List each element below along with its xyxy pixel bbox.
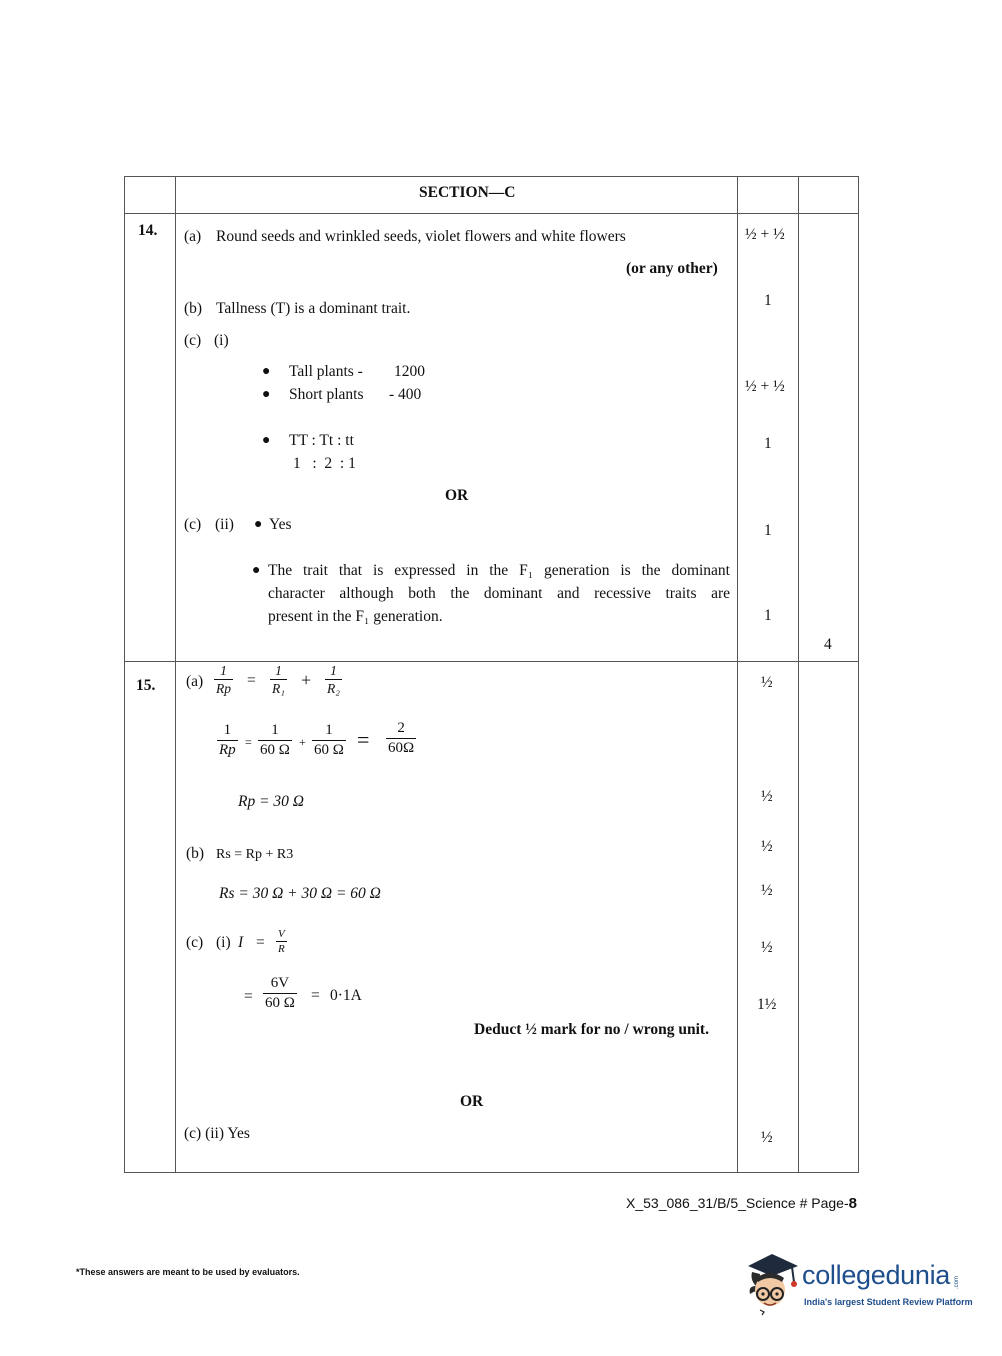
plus-sign-2: + <box>299 735 306 749</box>
ratio-label: TT : Tt : tt <box>289 432 354 449</box>
q15-b-marks-2: ½ <box>761 882 773 899</box>
q15-a-label: (a) <box>186 673 204 690</box>
q15-or: OR <box>460 1093 484 1110</box>
q15-number: 15. <box>136 677 156 694</box>
q14-a-label: (a) <box>184 228 202 245</box>
q15-c-sub: (i) <box>216 934 231 951</box>
frac-num: 1 <box>223 722 232 738</box>
frac-g2 <box>258 722 292 759</box>
trait-line-1: The trait that is expressed in the F₁ generation is the dominant <box>268 562 730 579</box>
frac-num: V <box>278 928 285 940</box>
brand-name <box>802 1260 950 1290</box>
q14-a-text: Round seeds and wrinkled seeds, violet flowers and white flowers <box>216 228 626 245</box>
table-col-number <box>175 176 176 1173</box>
frac-den: 60 Ω <box>260 742 290 758</box>
frac-den: 60Ω <box>388 740 415 756</box>
table-col-total <box>798 176 799 1173</box>
frac-den: R <box>278 943 285 955</box>
table-col-right <box>858 176 859 1173</box>
frac-den: R₂ <box>327 681 340 696</box>
frac-den: R₁ <box>272 681 285 696</box>
q14-a-marks: ½ + ½ <box>745 226 785 243</box>
brand-tagline: India's largest Student Review Platform <box>804 1297 973 1307</box>
q15-c-marks-2: 1½ <box>757 996 777 1013</box>
eq-sign-2: = <box>245 735 252 749</box>
section-title: SECTION—C <box>419 184 516 201</box>
frac-g1 <box>217 722 238 759</box>
q14-cii-label: (c) <box>184 516 202 533</box>
bullet-trait: ● <box>252 563 261 578</box>
bullet-yes: ● <box>254 517 263 532</box>
mascot-icon <box>742 1250 800 1316</box>
bullet-short: ● <box>262 387 271 402</box>
deduct-note: Deduct ½ mark for no / wrong unit. <box>474 1021 709 1038</box>
brand-text: collegedunia <box>802 1260 951 1290</box>
q15-c-marks-1: ½ <box>761 939 773 956</box>
q14-c-marks-2: 1 <box>764 435 772 452</box>
current-symbol: I <box>238 934 244 951</box>
q15-b-formula: Rs = Rp + R3 <box>216 847 294 862</box>
plus-sign-1: + <box>301 670 312 690</box>
table-col-left <box>124 176 125 1173</box>
frac-6v-over-60 <box>263 975 297 1012</box>
eq-sign-3: = <box>357 727 370 752</box>
rs-result: Rs = 30 Ω + 30 Ω = 60 Ω <box>219 885 381 902</box>
q14-a-note: (or any other) <box>626 260 718 277</box>
page-code <box>626 1195 857 1212</box>
ratio-value: 1 : 2 : 1 <box>293 455 356 472</box>
brand-suffix: .com <box>954 1275 960 1289</box>
bullet-tall: ● <box>262 364 271 379</box>
frac-num: 6V <box>270 975 290 991</box>
frac-den: 60 Ω <box>314 742 344 758</box>
q14-b-marks: 1 <box>764 292 772 309</box>
frac-num: 1 <box>220 663 227 678</box>
frac-den: Rp <box>216 681 231 696</box>
frac-num: 2 <box>397 720 405 736</box>
frac-1-over-rp <box>214 663 233 696</box>
frac-1-over-r1 <box>270 663 287 696</box>
trait-explanation <box>268 559 730 628</box>
q15-b-label: (b) <box>186 845 205 862</box>
tall-label: Tall plants - <box>289 363 363 380</box>
q14-b-label: (b) <box>184 300 203 317</box>
short-label: Short plants <box>289 386 364 403</box>
frac-g4 <box>386 720 416 757</box>
disclaimer: *These answers are meant to be used by evaluators. <box>76 1267 300 1277</box>
q14-b-text: Tallness (T) is a dominant trait. <box>216 300 411 317</box>
frac-num: 1 <box>275 663 282 678</box>
current-result: 0·1A <box>330 987 362 1004</box>
q15-b-marks-1: ½ <box>761 838 773 855</box>
q14-cii-marks-1: 1 <box>764 522 772 539</box>
table-section-divider <box>124 213 859 214</box>
frac-den: 60 Ω <box>265 995 295 1011</box>
frac-num: 1 <box>271 722 279 738</box>
frac-g3 <box>312 722 346 759</box>
trait-line-3: present in the F₁ generation. <box>268 608 443 625</box>
page-number: 8 <box>848 1195 857 1212</box>
q14-c-sub: (i) <box>214 332 229 349</box>
trait-line-2: character although both the dominant and recessive traits are <box>268 585 730 602</box>
q14-cii-marks-2: 1 <box>764 607 772 624</box>
q14-total: 4 <box>824 636 832 653</box>
table-bottom-border <box>124 1172 859 1173</box>
q14-c-label: (c) <box>184 332 202 349</box>
page-code-text: X_53_086_31/B/5_Science # Page- <box>626 1195 849 1211</box>
short-value: - 400 <box>389 386 422 403</box>
q14-number: 14. <box>138 222 158 239</box>
q14-c-marks-1: ½ + ½ <box>745 378 785 395</box>
table-col-marks <box>737 176 738 1173</box>
yes-text: Yes <box>269 516 292 533</box>
q14-or: OR <box>445 487 469 504</box>
eq-sign-6: = <box>311 987 320 1004</box>
eq-sign-5: = <box>244 988 253 1005</box>
frac-den: Rp <box>219 742 236 758</box>
frac-1-over-r2 <box>325 663 342 696</box>
frac-num: 1 <box>325 722 333 738</box>
rp-result: Rp = 30 Ω <box>238 793 305 810</box>
q15-cii-text: (c) (ii) Yes <box>184 1125 250 1142</box>
q14-cii-sub: (ii) <box>215 516 234 533</box>
eq-sign-1: = <box>247 672 256 689</box>
bullet-ratio: ● <box>262 433 271 448</box>
tall-value: 1200 <box>394 363 425 380</box>
frac-num: 1 <box>330 663 337 678</box>
q15-c-label: (c) <box>186 934 204 951</box>
q15-cii-marks: ½ <box>761 1129 773 1146</box>
frac-v-over-r <box>276 928 287 955</box>
q15-a-marks-1: ½ <box>761 674 773 691</box>
table-q14-divider <box>124 661 859 662</box>
table-top-border <box>124 176 859 177</box>
eq-sign-4: = <box>256 934 265 951</box>
q15-a-marks-2: ½ <box>761 788 773 805</box>
